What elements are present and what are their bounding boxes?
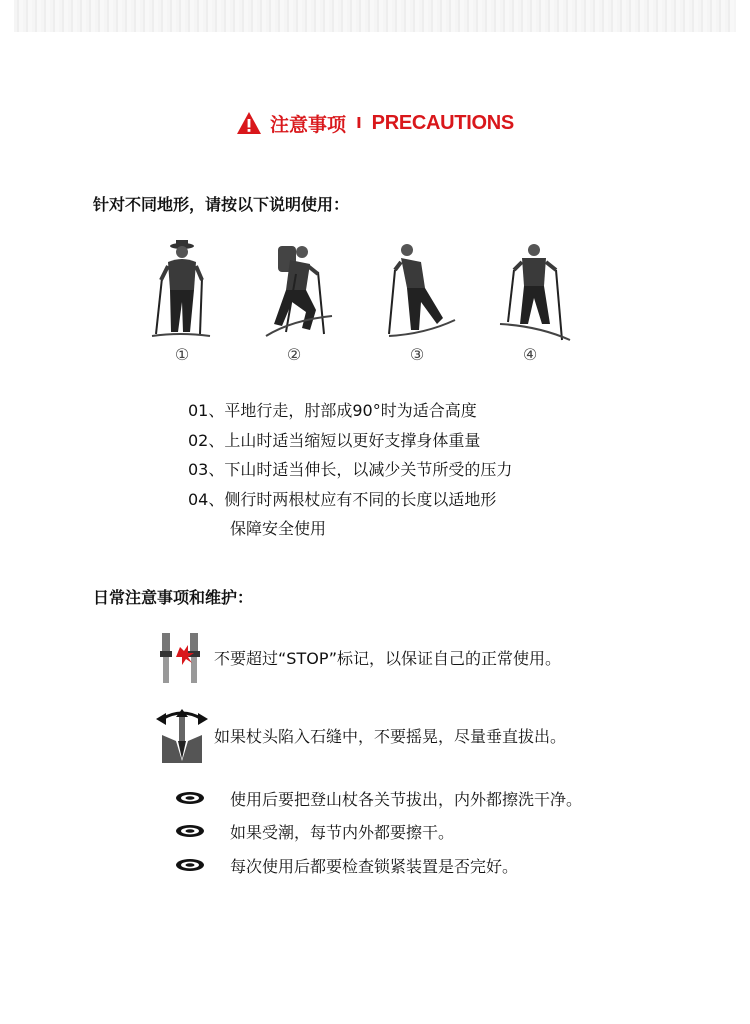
step-number: 01、 bbox=[188, 401, 225, 420]
figure-downhill bbox=[385, 240, 485, 365]
tip-pull-out bbox=[150, 704, 566, 766]
step-text: 上山时适当缩短以更好支撑身体重量 bbox=[224, 430, 481, 450]
care-text: 每次使用后都要检查锁紧装置是否完好。 bbox=[230, 856, 519, 876]
hiker-uphill-illustration bbox=[262, 240, 362, 365]
care-item bbox=[170, 854, 518, 876]
figure-uphill bbox=[262, 240, 362, 365]
figure-traverse bbox=[498, 240, 598, 365]
title-separator: I bbox=[356, 114, 362, 132]
care-text: 使用后要把登山杖各关节拔出，内外都擦洗干净。 bbox=[230, 789, 583, 809]
tip-text: 不要超过“STOP”标记，以保证自己的正常使用。 bbox=[214, 649, 562, 668]
step-row bbox=[188, 455, 512, 485]
pole-stop-icon bbox=[154, 631, 210, 685]
tip-text: 如果杖头陷入石缝中，不要摇晃，尽量垂直拔出。 bbox=[214, 726, 567, 746]
hiker-traverse-illustration bbox=[498, 240, 598, 365]
care-item bbox=[170, 787, 582, 809]
terrain-steps bbox=[188, 396, 512, 544]
top-texture-band bbox=[14, 0, 736, 32]
figure-label: ① bbox=[174, 345, 190, 364]
title-cn: 注意事项 bbox=[270, 113, 347, 136]
section-title bbox=[0, 108, 750, 138]
tip-stop-mark bbox=[150, 630, 561, 685]
figure-flat bbox=[150, 240, 250, 365]
figure-label: ③ bbox=[409, 345, 425, 364]
figure-label: ④ bbox=[522, 345, 538, 364]
step-text: 平地行走，肘部成90°时为适合高度 bbox=[224, 401, 477, 420]
bullet-icon bbox=[175, 824, 205, 838]
pole-pull-icon bbox=[154, 705, 210, 765]
title-en: PRECAUTIONS bbox=[371, 111, 514, 134]
figure-label: ② bbox=[286, 345, 302, 364]
step-text: 下山时适当伸长，以减少关节所受的压力 bbox=[224, 460, 513, 479]
care-text: 如果受潮，每节内外都要擦干。 bbox=[230, 822, 455, 842]
step-number: 04、 bbox=[188, 489, 225, 509]
hiker-downhill-illustration bbox=[385, 240, 485, 365]
step-number: 03、 bbox=[188, 460, 225, 479]
warning-icon bbox=[236, 111, 262, 135]
step-continuation: 保障安全使用 bbox=[230, 519, 327, 538]
care-item bbox=[170, 820, 454, 842]
step-row bbox=[188, 396, 512, 426]
step-text: 侧行时两根杖应有不同的长度以适地形 bbox=[224, 489, 497, 509]
maintenance-heading: 日常注意事项和维护： bbox=[93, 588, 254, 607]
terrain-heading: 针对不同地形，请按以下说明使用： bbox=[93, 195, 350, 214]
step-row bbox=[188, 485, 512, 515]
hiker-flat-illustration bbox=[150, 240, 250, 365]
terrain-figures bbox=[150, 240, 590, 365]
step-row bbox=[188, 426, 512, 456]
bullet-icon bbox=[175, 791, 205, 805]
bullet-icon bbox=[175, 858, 205, 872]
step-number: 02、 bbox=[188, 430, 225, 450]
